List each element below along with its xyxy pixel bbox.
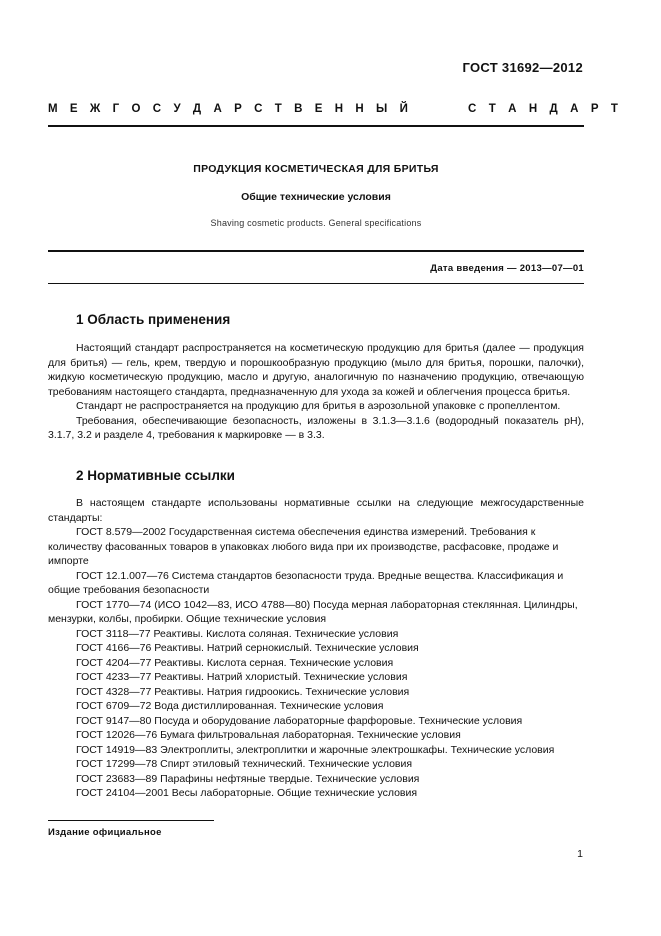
page-number: 1 <box>577 848 583 860</box>
section-2-heading: 2 Нормативные ссылки <box>76 468 235 483</box>
reference-item: ГОСТ 9147—80 Посуда и оборудование лабораторные фарфоровые. Технические условия <box>76 714 523 727</box>
header-rule <box>48 125 584 127</box>
banner-letter: Ж <box>89 103 101 115</box>
footer-rule <box>48 820 214 821</box>
reference-item: ГОСТ 1770—74 (ИСО 1042—83, ИСО 4788—80) Посуда мерная лабораторная стеклянная. Цилиндры, мензурки, колбы, пробирки. Общие технические условия <box>48 598 578 625</box>
banner-letter: Е <box>314 103 323 115</box>
paragraph: Настоящий стандарт распространяется на косметическую продукцию для бритья (далее — продукция для бритья) — гель, крем, твердую и порошкообразную продукцию (мыло для бритья, порошки, палочки), жидкую косметическую продукцию, масло и другую, аналогичную по назначению продукцию, отвечающую требованиям настоящего стандарта, предназначенную для ухода за кожей и облегчения процесса бритья. <box>48 342 584 398</box>
banner-letter: О <box>131 103 141 115</box>
banner-letter: Т <box>488 103 496 115</box>
reference-item: ГОСТ 12.1.007—76 Система стандартов безопасности труда. Вредные вещества. Классификация и общие требования безопасности <box>48 569 564 596</box>
title-rule <box>48 250 584 252</box>
banner-letter: Н <box>334 103 344 115</box>
reference-item: ГОСТ 6709—72 Вода дистиллированная. Технические условия <box>76 700 384 712</box>
banner-letter: Н <box>355 103 364 115</box>
banner-letter: В <box>294 103 303 115</box>
banner-letter: Г <box>112 103 120 115</box>
document-number: ГОСТ 31692—2012 <box>462 60 583 75</box>
banner-letter: С <box>468 103 477 115</box>
banner-letter: Е <box>69 103 78 115</box>
reference-item: ГОСТ 4166—76 Реактивы. Натрий сернокислый. Технические условия <box>76 642 419 654</box>
reference-item: ГОСТ 14919—83 Электроплиты, электроплитки и жарочные электрошкафы. Технические условия <box>76 743 555 756</box>
paragraph: В настоящем стандарте использованы нормативные ссылки на следующие межгосударственные стандарты: <box>48 497 584 524</box>
section-2-intro <box>48 496 584 525</box>
introduction-date: Дата введения — 2013—07—01 <box>430 263 584 274</box>
banner-letter: У <box>173 103 181 115</box>
date-rule <box>48 283 584 284</box>
banner-letter: С <box>152 103 162 115</box>
section-1-heading: 1 Область применения <box>76 312 231 327</box>
banner-letter: А <box>508 103 517 115</box>
banner-letter: Н <box>528 103 538 115</box>
banner-letter: Д <box>549 103 558 115</box>
banner-letter: С <box>254 103 263 115</box>
banner-letter: А <box>213 103 222 115</box>
banner-letter: А <box>570 103 579 115</box>
document-subtitle: Общие технические условия <box>241 191 391 203</box>
reference-item: ГОСТ 12026—76 Бумага фильтровальная лабораторная. Технические условия <box>76 729 461 741</box>
banner-letter: Р <box>590 103 599 115</box>
reference-item: ГОСТ 3118—77 Реактивы. Кислота соляная. Технические условия <box>76 627 399 640</box>
banner-letter: Ы <box>376 103 388 115</box>
reference-item: ГОСТ 23683—89 Парафины нефтяные твердые. Технические условия <box>76 772 420 785</box>
banner-letter: Р <box>234 103 242 115</box>
banner-letter: Т <box>610 103 618 115</box>
banner-letter: Д <box>192 103 202 115</box>
official-edition-note: Издание официальное <box>48 827 162 838</box>
banner-word-standard <box>468 103 618 115</box>
banner-word-interstate <box>48 103 408 115</box>
document-title: ПРОДУКЦИЯ КОСМЕТИЧЕСКАЯ ДЛЯ БРИТЬЯ <box>193 163 439 175</box>
reference-item: ГОСТ 4204—77 Реактивы. Кислота серная. Технические условия <box>76 656 394 669</box>
banner-letter: М <box>48 103 58 115</box>
reference-item: ГОСТ 4233—77 Реактивы. Натрий хлористый. Технические условия <box>76 671 408 683</box>
reference-item: ГОСТ 17299—78 Спирт этиловый технический. Технические условия <box>76 758 413 770</box>
banner-letter: Й <box>399 103 408 115</box>
paragraph: Требования, обеспечивающие безопасность, изложены в 3.1.3—3.1.6 (водородный показатель рН), 3.1.7, 3.2 и разделе 4, требования к маркировке — в 3.3. <box>48 414 584 441</box>
standard-type-banner <box>48 103 618 115</box>
reference-item: ГОСТ 24104—2001 Весы лабораторные. Общие технические условия <box>76 787 418 799</box>
reference-item: ГОСТ 4328—77 Реактивы. Натрия гидроокись. Технические условия <box>76 685 410 698</box>
english-title: Shaving cosmetic products. General specifications <box>210 218 422 228</box>
section-1-body <box>48 341 584 443</box>
reference-item: ГОСТ 8.579—2002 Государственная система обеспечения единства измерений. Требования к количеству фасованных товаров в упаковках любого вида при их производстве, расфасовке, продаже и импорте <box>48 526 559 567</box>
paragraph: Стандарт не распространяется на продукцию для бритья в аэрозольной упаковке с пропеллентом. <box>76 400 561 412</box>
normative-references-list <box>48 525 584 801</box>
banner-letter: Т <box>274 103 282 115</box>
